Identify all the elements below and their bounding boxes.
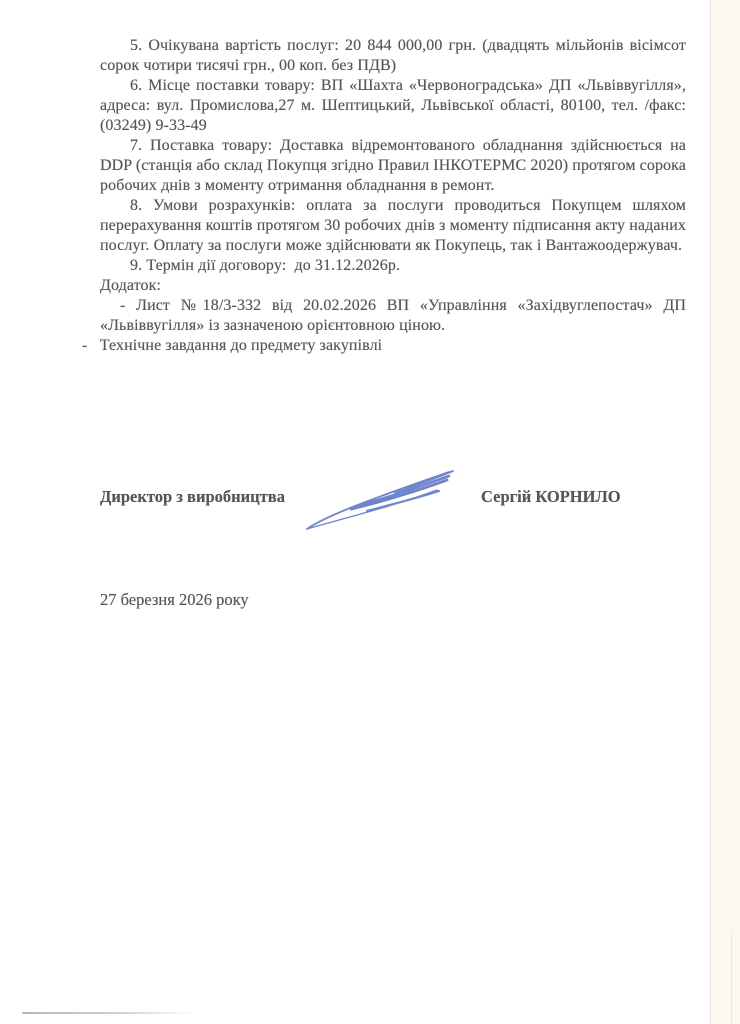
date-line: 27 березня 2026 року [100,590,249,609]
signature-ink [299,464,457,534]
paragraph-9: 9. Термін дії договору: до 31.12.2026р. [130,257,401,274]
paragraph-6: 6. Місце поставки товару: ВП «Шахта «Червоноградська» ДП «Львіввугілля», адреса: вул. Промислова,27 м. Шептицький, Львівської області, 80100, тел. /факс: (03249) 9-33-49 [100,77,686,134]
scan-artifact-bottom-line [22,1012,196,1014]
appendix-heading: Додаток: [100,277,162,294]
signature-role-label: Директор з виробництва [100,487,285,506]
signature-name: Сергій КОРНИЛО [481,487,621,506]
paragraph-5: 5. Очікувана вартість послуг: 20 844 000,00 грн. (двадцять мільйонів вісімсот сорок чотири тисячі грн., 00 коп. без ПДВ) [100,37,686,74]
paragraph-7: 7. Поставка товару: Доставка відремонтованого обладнання здійснюється на DDP (станція або склад Покупця згідно Правил ІНКОТЕРМС 2020) протягом сорока робочих днів з моменту отримання обладнання в ремонт. [100,137,686,194]
scan-edge-right-line [731,930,732,1024]
paragraph-8: 8. Умови розрахунків: оплата за послуги проводиться Покупцем шляхом перерахування коштів протягом 30 робочих днів з моменту підписання акту наданих послуг. Оплату за послуги може здійснювати як Покупець, так і Вантажоодержувач. [100,197,686,254]
appendix-item-letter: - Лист №18/3-332 від 20.02.2026 ВП «Управління «Західвуглепостач» ДП «Львіввугілля» із зазначеною орієнтовною ціною. [100,297,686,334]
appendix-item-technical-task: - Технічне завдання до предмету закупівлі [82,337,383,354]
scan-edge-right-strip [710,0,740,1024]
document-body [82,36,686,356]
